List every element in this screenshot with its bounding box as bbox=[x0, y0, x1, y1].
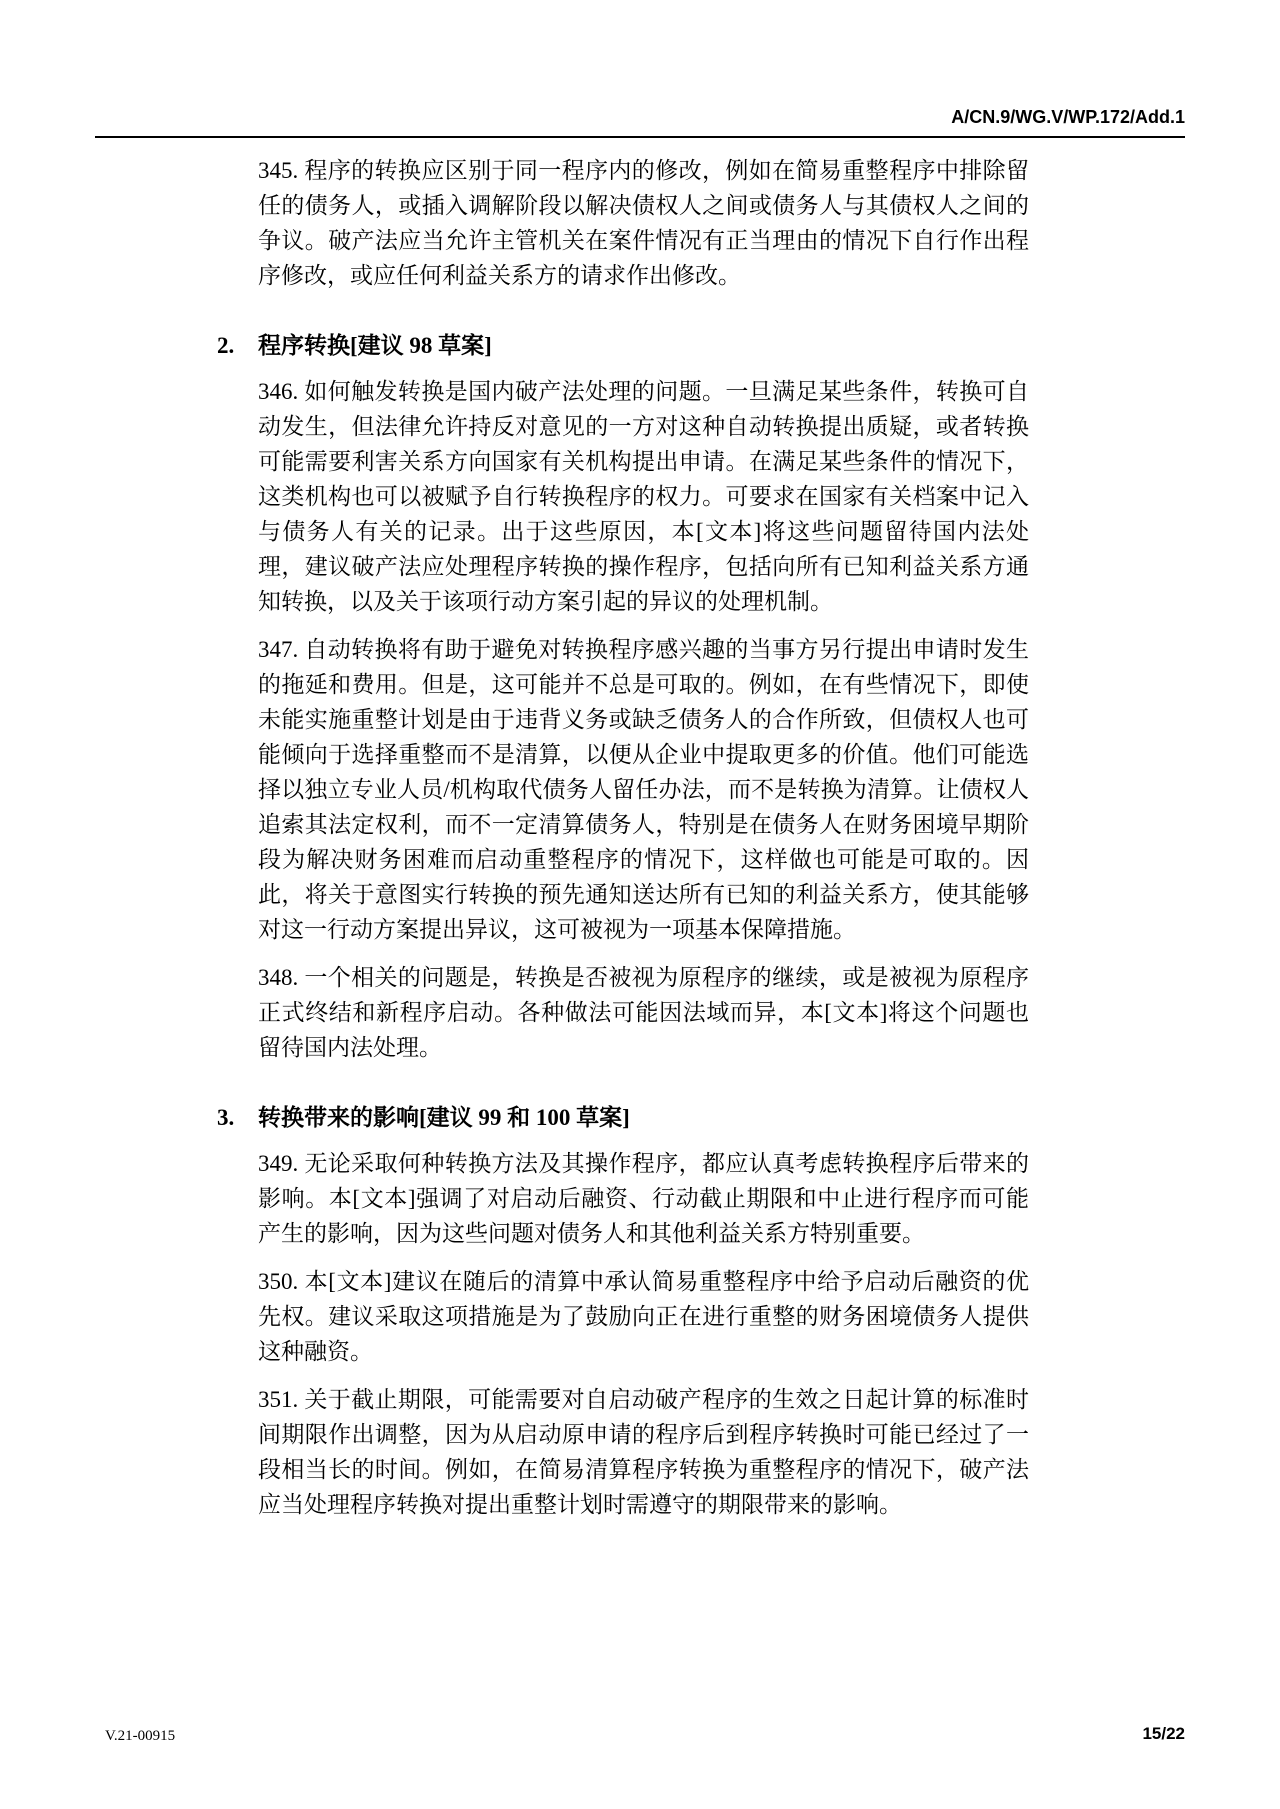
section-3-title: 转换带来的影响[建议 99 和 100 草案] bbox=[258, 1105, 630, 1130]
paragraph-350: 350. 本[文本]建议在随后的清算中承认简易重整程序中给予启动后融资的优先权。建议采取这项措施是为了鼓励向正在进行重整的财务困境债务人提供这种融资。 bbox=[258, 1269, 1029, 1364]
document-body bbox=[217, 153, 1029, 1535]
document-symbol: A/CN.9/WG.V/WP.172/Add.1 bbox=[951, 107, 1185, 127]
paragraph-348: 348. 一个相关的问题是，转换是否被视为原程序的继续，或是被视为原程序正式终结和新程序启动。各种做法可能因法域而异，本[文本]将这个问题也留待国内法处理。 bbox=[258, 965, 1029, 1060]
paragraph-351: 351. 关于截止期限，可能需要对自启动破产程序的生效之日起计算的标准时间期限作出调整，因为从启动原申请的程序后到程序转换时可能已经过了一段相当长的时间。例如，在简易清算程序转换为重整程序的情况下，破产法应当处理程序转换对提出重整计划时需遵守的期限带来的影响。 bbox=[258, 1387, 1029, 1517]
section-2-number: 2. bbox=[217, 333, 235, 358]
footer-page-number: 15/22 bbox=[1142, 1724, 1185, 1743]
section-3-number: 3. bbox=[217, 1105, 235, 1130]
paragraph-349: 349. 无论采取何种转换方法及其操作程序，都应认真考虑转换程序后带来的影响。本[文本]强调了对启动后融资、行动截止期限和中止进行程序而可能产生的影响，因为这些问题对债务人和其他利益关系方特别重要。 bbox=[258, 1151, 1029, 1246]
section-2-title: 程序转换[建议 98 草案] bbox=[258, 333, 492, 358]
header-rule bbox=[95, 136, 1185, 138]
paragraph-345: 345. 程序的转换应区别于同一程序内的修改，例如在简易重整程序中排除留任的债务人，或插入调解阶段以解决债权人之间或债务人与其债权人之间的争议。破产法应当允许主管机关在案件情况有正当理由的情况下自行作出程序修改，或应任何利益关系方的请求作出修改。 bbox=[258, 158, 1029, 288]
footer-job-number: V.21-00915 bbox=[105, 1728, 176, 1744]
paragraph-346: 346. 如何触发转换是国内破产法处理的问题。一旦满足某些条件，转换可自动发生，但法律允许持反对意见的一方对这种自动转换提出质疑，或者转换可能需要利害关系方向国家有关机构提出申请。在满足某些条件的情况下，这类机构也可以被赋予自行转换程序的权力。可要求在国家有关档案中记入与债务人有关的记录。出于这些原因，本[文本]将这些问题留待国内法处理，建议破产法应处理程序转换的操作程序，包括向所有已知利益关系方通知转换，以及关于该项行动方案引起的异议的处理机制。 bbox=[258, 379, 1029, 614]
paragraph-347: 347. 自动转换将有助于避免对转换程序感兴趣的当事方另行提出申请时发生的拖延和费用。但是，这可能并不总是可取的。例如，在有些情况下，即使未能实施重整计划是由于违背义务或缺乏债务人的合作所致，但债权人也可能倾向于选择重整而不是清算，以便从企业中提取更多的价值。他们可能选择以独立专业人员/机构取代债务人留任办法，而不是转换为清算。让债权人追索其法定权利，而不一定清算债务人，特别是在债务人在财务困境早期阶段为解决财务困难而启动重整程序的情况下，这样做也可能是可取的。因此，将关于意图实行转换的预先通知送达所有已知的利益关系方，使其能够对这一行动方案提出异议，这可被视为一项基本保障措施。 bbox=[258, 637, 1029, 942]
section-heading-2 bbox=[217, 328, 1029, 363]
section-heading-3 bbox=[217, 1100, 1029, 1135]
